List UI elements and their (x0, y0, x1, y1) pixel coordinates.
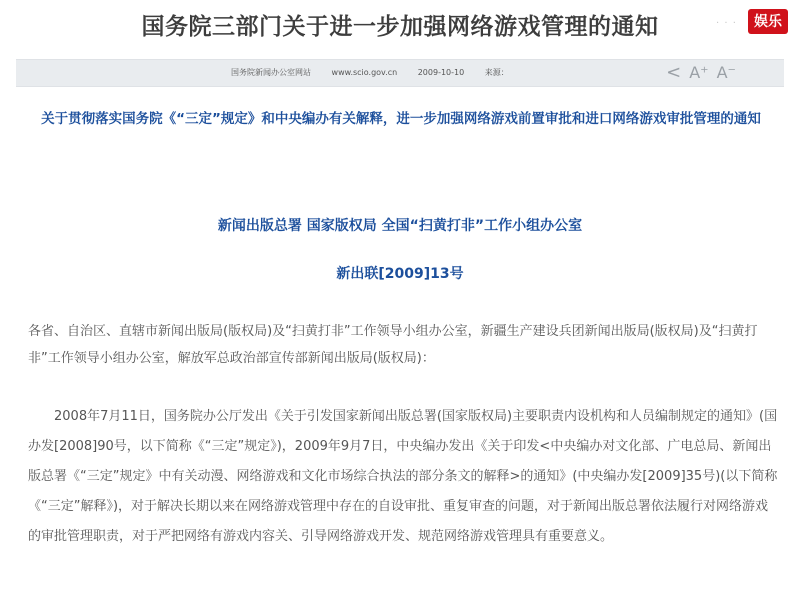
body-paragraph (28, 402, 780, 552)
document-headline: 关于贯彻落实国务院《“三定”规定》和中央编办有关解释，进一步加强网络游戏前置审批和进口网络游戏审批管理的通知 (41, 111, 761, 127)
meta-info (231, 67, 527, 78)
meta-origin-label: 来源： (484, 68, 509, 77)
document-issuer: 新闻出版总署 国家版权局 全国“扫黄打非”工作小组办公室 (217, 218, 583, 234)
font-decrease-icon[interactable]: A⁻ (716, 63, 736, 82)
body-text: 2008年7月11日，国务院办公厅发出《关于引发国家新闻出版总署(国家版权局)主要职责内设机构和人员编制规定的通知》(国办发[2008]90号，以下简称《“三定”规定》)，2009年9月7日，中央编办发出《关于印发<中央编办对文化部、广电总局、新闻出版总署《“三定”规定》中有关动漫、网络游戏和文化市场综合执法的部分条文的解释>的通知》(中央编办发[2009]35号)(以下简称《“三定”解释》)，对于解决长期以来在网络游戏管理中存在的自设审批、重复审查的问题，对于新闻出版总署依法履行对网络游戏的审批管理职责，对于严把网络有游戏内容关、引导网络游戏开发、规范网络游戏管理具有重要意义。 (28, 409, 778, 544)
meta-date: 2009-10-10 (417, 68, 465, 77)
entertainment-badge[interactable]: 娱乐 (748, 9, 788, 34)
font-increase-icon[interactable]: A⁺ (689, 63, 709, 82)
document-number: 新出联[2009]13号 (336, 266, 464, 282)
share-icon[interactable]: < (666, 62, 682, 83)
meta-bar (16, 59, 784, 87)
page-title: 国务院三部门关于进一步加强网络游戏管理的通知 (141, 14, 659, 40)
decorative-dots: · · · (716, 18, 737, 29)
meta-url[interactable]: www.scio.gov.cn (331, 68, 398, 77)
meta-source: 国务院新闻办公室网站 (231, 68, 311, 77)
meta-tools (666, 61, 736, 85)
salutation: 各省、自治区、直辖市新闻出版局(版权局)及“扫黄打非”工作领导小组办公室，新疆生产建设兵团新闻出版局(版权局)及“扫黄打非”工作领导小组办公室，解放军总政治部宣传部新闻出版局(版权局)： (28, 324, 758, 366)
